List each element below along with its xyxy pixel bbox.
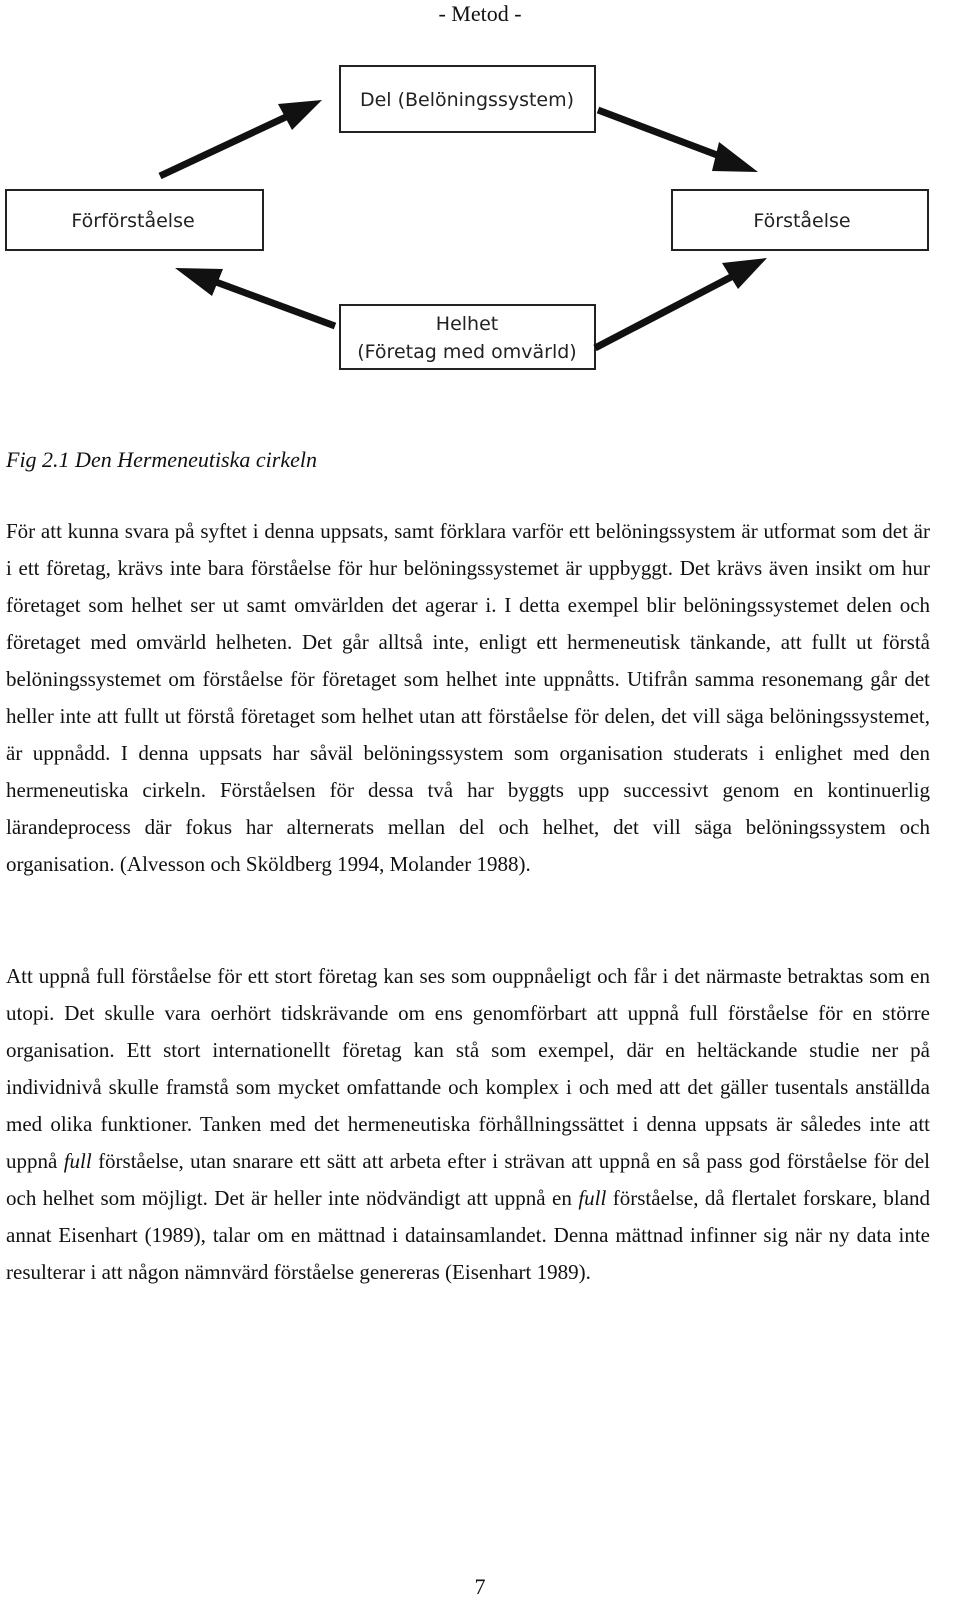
hermeneutic-circle-diagram [0,58,960,388]
sentence: Denna mättnad infinner sig när ny data inte resulterar i att någon nämnvärd förståelse genereras (Eisenhart 1989). [6,1223,931,1284]
sentence: Utifrån samma resonemang går det heller inte att fullt ut förstå företaget som helhet utan att förståelse för delen, det vill säga belöningssystemet, är uppnådd. [6,667,930,765]
page-number: 7 [474,1574,486,1599]
box-whole [340,305,595,369]
box-preunderstanding [6,190,263,250]
sentence: förståelse, utan snarare ett sätt att arbeta efter i strävan att uppnå en så pass god förståelse för del och helhet som möjligt. [6,1149,931,1210]
sentence: För att kunna svara på syftet i denna uppsats, samt förklara varför ett belöningssystem är utformat som det är i ett företag, krävs inte bara förståelse för hur belöningssystemet är uppbyggt. [6,519,930,580]
arrow-preunderstanding-to-part [160,100,322,176]
sentence: Förståelsen för dessa två har byggts upp successivt genom en kontinuerlig lärandeprocess där fokus har alternerats mellan del och helhet, det vill säga belöningssystem och organisation. (Alvesson och Sköldberg 1994, Molander 1988). [6,778,931,876]
emphasis-full: full [578,1186,607,1210]
box-understanding-label: Förståelse [753,210,851,232]
box-part [340,66,595,132]
figure-caption: Fig 2.1 Den Hermeneutiska cirkeln [6,447,317,472]
body-paragraph-1 [6,513,930,883]
body-paragraph-2 [6,958,930,1291]
emphasis-full: full [63,1149,92,1173]
arrow-understanding-to-whole [595,258,767,348]
arrow-part-to-understanding [598,110,758,172]
sentence: I detta exempel blir belöningssystemet delen och företaget med omvärld helheten. [6,593,931,654]
sentence: I denna uppsats har såväl belöningssystem som organisation studerats i enlighet med den hermeneutiska cirkeln. [6,741,930,802]
sentence: Det är heller inte nödvändigt att uppnå en [214,1186,572,1210]
sentence: förståelse, då flertalet forskare, bland annat Eisenhart (1989), talar om en mättnad i datainsamlandet. [6,1186,931,1247]
box-whole-label-line2: (Företag med omvärld) [357,341,577,363]
sentence: Det går alltså inte, enligt ett hermeneutisk tänkande, att fullt ut förstå belöningssystemet om förståelse för företaget som helhet inte uppnåtts. [6,630,930,691]
page-header: - Metod - [438,1,522,26]
sentence: Ett stort internationellt företag kan stå som exempel, där en heltäckande studie ner på individnivå skulle framstå som mycket omfattande och komplex i och med att det gäller tusentals anställda med olika funktioner. [6,1038,930,1136]
arrow-whole-to-preunderstanding [175,268,335,326]
sentence: Det skulle vara oerhört tidskrävande om ens genomförbart att uppnå full förståelse för en större organisation. [6,1001,930,1062]
sentence: Det krävs även insikt om hur företaget som helhet ser ut samt omvärlden det agerar i. [6,556,931,617]
box-whole-label-line1: Helhet [435,313,499,335]
sentence: Att uppnå full förståelse för ett stort företag kan ses som ouppnåeligt och får i det närmaste betraktas som en utopi. [6,964,930,1025]
box-part-label: Del (Belöningssystem) [359,89,575,111]
box-preunderstanding-label: Förförståelse [71,210,195,232]
box-understanding [672,190,928,250]
sentence: Tanken med det hermeneutiska förhållningssättet i denna uppsats är således inte att uppnå [6,1112,930,1173]
